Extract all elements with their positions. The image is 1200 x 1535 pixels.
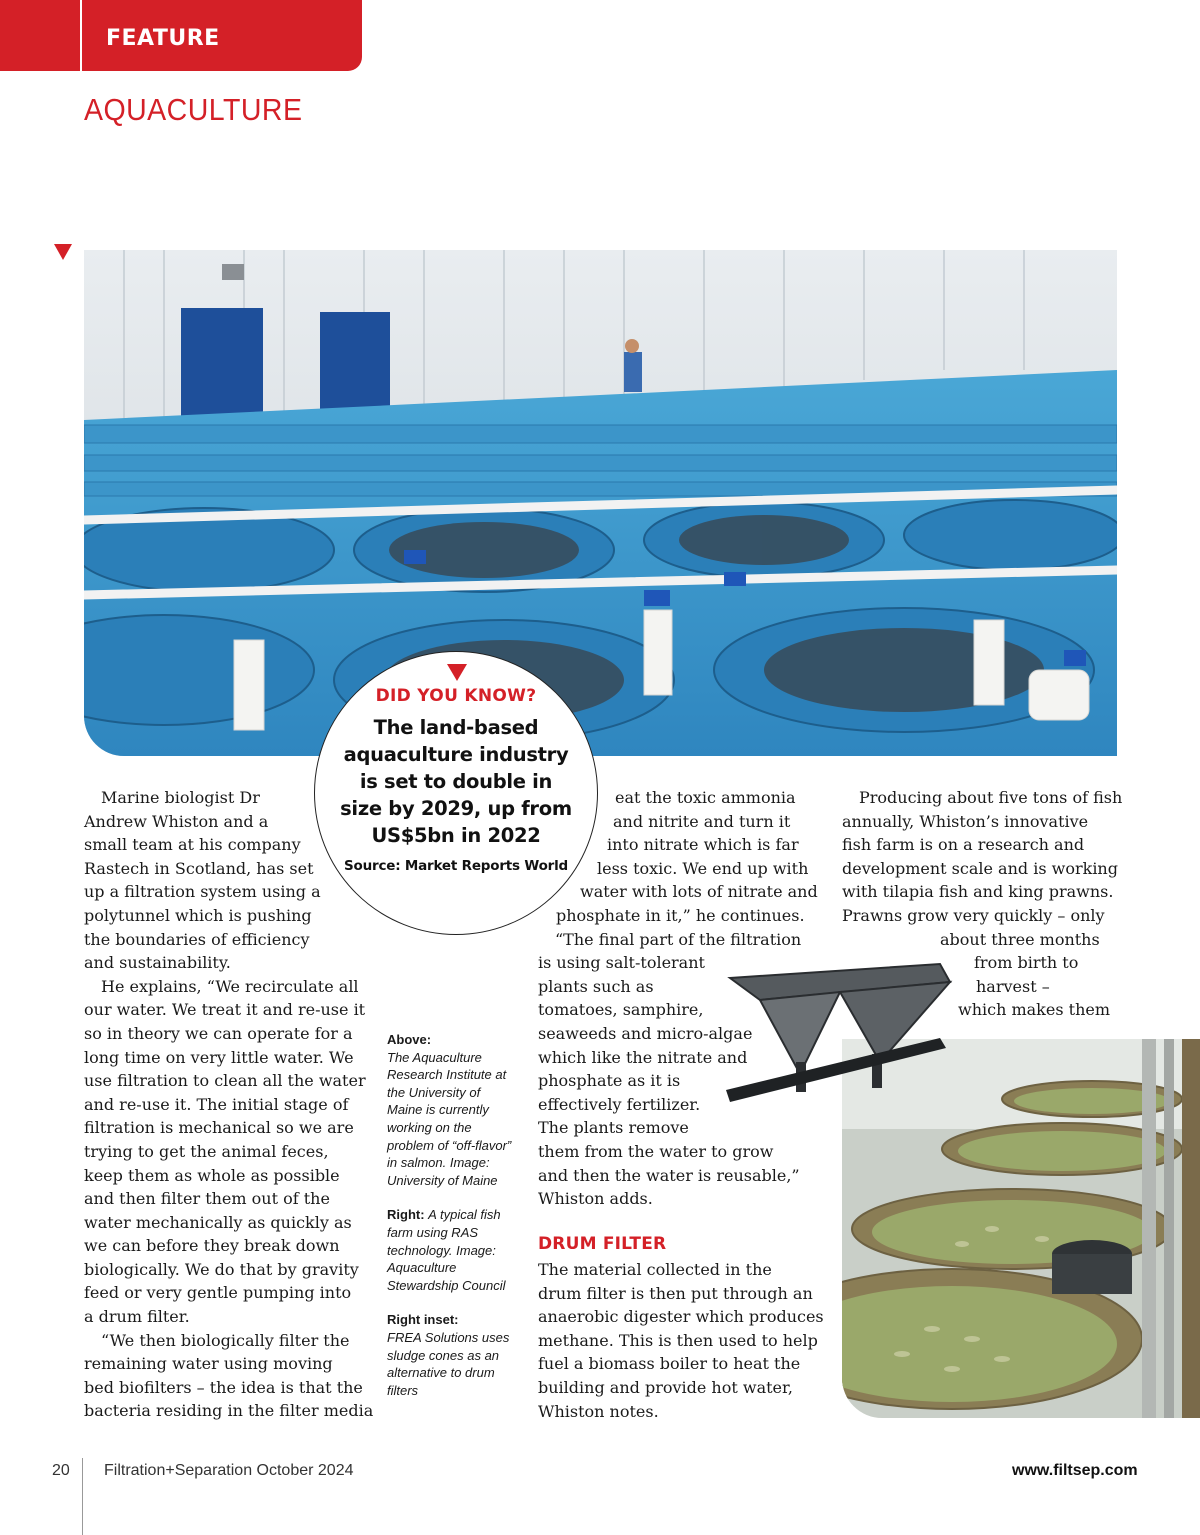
- text-line: Marine biologist Dr: [101, 788, 260, 807]
- inset-sludge-cones: [720, 944, 960, 1129]
- text-line: Andrew Whiston and a: [84, 811, 269, 831]
- text-line: “The final part of the filtration: [555, 929, 802, 949]
- text-line: Producing about five tons of fish: [859, 788, 1123, 807]
- text-line: bed biofilters – the idea is that the: [84, 1377, 363, 1397]
- article-column-1: [84, 786, 374, 1423]
- text-line: Rastech in Scotland, has set: [84, 858, 314, 878]
- text-line: polytunnel which is pushing: [84, 905, 312, 925]
- text-line: Whiston notes.: [538, 1401, 659, 1421]
- text-line: effectively fertilizer.: [538, 1094, 701, 1114]
- text-line: phosphate as it is: [538, 1071, 681, 1091]
- text-line: harvest –: [976, 976, 1050, 996]
- text-line: The plants remove: [538, 1118, 689, 1138]
- callout-title: DID YOU KNOW?: [375, 686, 537, 706]
- footer-divider: [82, 1458, 83, 1535]
- text-line: water with lots of nitrate and: [580, 882, 818, 902]
- text-line: bacteria residing in the filter media: [84, 1401, 374, 1421]
- text-line: water mechanically as quickly as: [84, 1212, 352, 1232]
- caption-above-text: The Aquaculture Research Institute at the University of Maine is currently working on the problem of “off-flavor” in salmon. Image: University of Maine: [387, 1049, 512, 1188]
- text-line: anaerobic digester which produces: [538, 1307, 824, 1327]
- publication-name: Filtration+Separation October 2024: [104, 1462, 354, 1479]
- caption-above: [387, 1031, 512, 1189]
- main-photo-aquaculture-institute: [84, 250, 1117, 756]
- text-line: biologically. We do that by gravity: [84, 1259, 359, 1279]
- text-line: drum filter is then put through an: [538, 1283, 813, 1303]
- text-line: so in theory we can operate for a: [84, 1023, 353, 1043]
- callout-source: Source: Market Reports World: [343, 858, 569, 874]
- text-line: Prawns grow very quickly – only: [842, 905, 1105, 925]
- text-line: phosphate in it,” he continues.: [556, 905, 805, 925]
- photo-captions: [387, 1031, 512, 1416]
- feature-tab-divider: [80, 0, 82, 71]
- text-line: the boundaries of efficiency: [84, 929, 310, 949]
- text-line: small team at his company: [84, 835, 301, 855]
- callout-body: The land-based aquaculture industry is set to double in size by 2029, up from US$5bn in 2022: [340, 716, 572, 847]
- text-line: The material collected in the: [538, 1260, 772, 1279]
- text-line: up a filtration system using a: [84, 882, 321, 902]
- text-line: He explains, “We recirculate all: [101, 976, 359, 996]
- subheading-drum-filter: DRUM FILTER: [538, 1234, 667, 1254]
- text-line: long time on very little water. We: [84, 1047, 354, 1067]
- text-line: and sustainability.: [84, 953, 231, 973]
- text-line: fuel a biomass boiler to heat the: [538, 1354, 801, 1374]
- text-line: remaining water using moving: [84, 1354, 333, 1374]
- text-line: plants such as: [538, 976, 654, 996]
- text-line: trying to get the animal feces,: [84, 1141, 329, 1161]
- text-line: and then the water is reusable,”: [538, 1165, 800, 1185]
- text-line: development scale and is working: [842, 858, 1118, 878]
- text-line: we can before they break down: [84, 1236, 340, 1256]
- text-line: and nitrite and turn it: [613, 811, 791, 831]
- text-line: keep them as whole as possible: [84, 1165, 340, 1185]
- caption-right: [387, 1206, 512, 1294]
- section-title: AQUACULTURE: [84, 92, 303, 127]
- text-line: building and provide hot water,: [538, 1377, 793, 1397]
- text-line: annually, Whiston’s innovative: [842, 811, 1089, 831]
- text-line: “We then biologically filter the: [101, 1330, 350, 1350]
- caption-right-label: Right:: [387, 1207, 425, 1223]
- text-line: eat the toxic ammonia: [615, 788, 796, 807]
- text-line: methane. This is then used to help: [538, 1330, 818, 1350]
- callout-marker-icon: [447, 664, 467, 681]
- caption-right-text: A typical fish farm using RAS technology. Image: Aquaculture Stewardship Council: [387, 1207, 506, 1293]
- feature-label: FEATURE: [106, 26, 220, 51]
- text-line: with tilapia fish and king prawns.: [842, 882, 1114, 902]
- text-line: is using salt-tolerant: [538, 953, 705, 973]
- caption-inset-label: Right inset:: [387, 1312, 459, 1328]
- caption-inset: [387, 1311, 512, 1399]
- caption-inset-text: FREA Solutions uses sludge cones as an alternative to drum filters: [387, 1329, 510, 1398]
- text-line: about three months: [940, 929, 1100, 949]
- text-line: and then filter them out of the: [84, 1189, 330, 1209]
- caption-marker-icon: [54, 244, 72, 260]
- text-line: less toxic. We end up with: [597, 858, 809, 878]
- text-line: which like the nitrate and: [538, 1047, 748, 1067]
- text-line: Whiston adds.: [538, 1189, 653, 1209]
- text-line: fish farm is on a research and: [842, 835, 1085, 855]
- text-line: use filtration to clean all the water: [84, 1071, 366, 1091]
- text-line: feed or very gentle pumping into: [84, 1283, 352, 1303]
- page-number: 20: [52, 1462, 70, 1479]
- caption-above-label: Above:: [387, 1032, 432, 1047]
- text-line: from birth to: [974, 953, 1079, 973]
- text-line: a drum filter.: [84, 1307, 190, 1327]
- article-column-2-continued: [538, 1258, 824, 1423]
- text-line: filtration is mechanical so we are: [84, 1118, 354, 1138]
- text-line: our water. We treat it and re-use it: [84, 1000, 366, 1020]
- text-line: them from the water to grow: [538, 1141, 774, 1161]
- text-line: and re-use it. The initial stage of: [84, 1094, 349, 1114]
- text-line: tomatoes, samphire,: [538, 1000, 704, 1020]
- text-line: into nitrate which is far: [607, 835, 799, 855]
- website-url: www.filtsep.com: [1012, 1462, 1138, 1479]
- text-line: seaweeds and micro-algae: [538, 1023, 753, 1043]
- text-line: which makes them: [958, 1000, 1111, 1020]
